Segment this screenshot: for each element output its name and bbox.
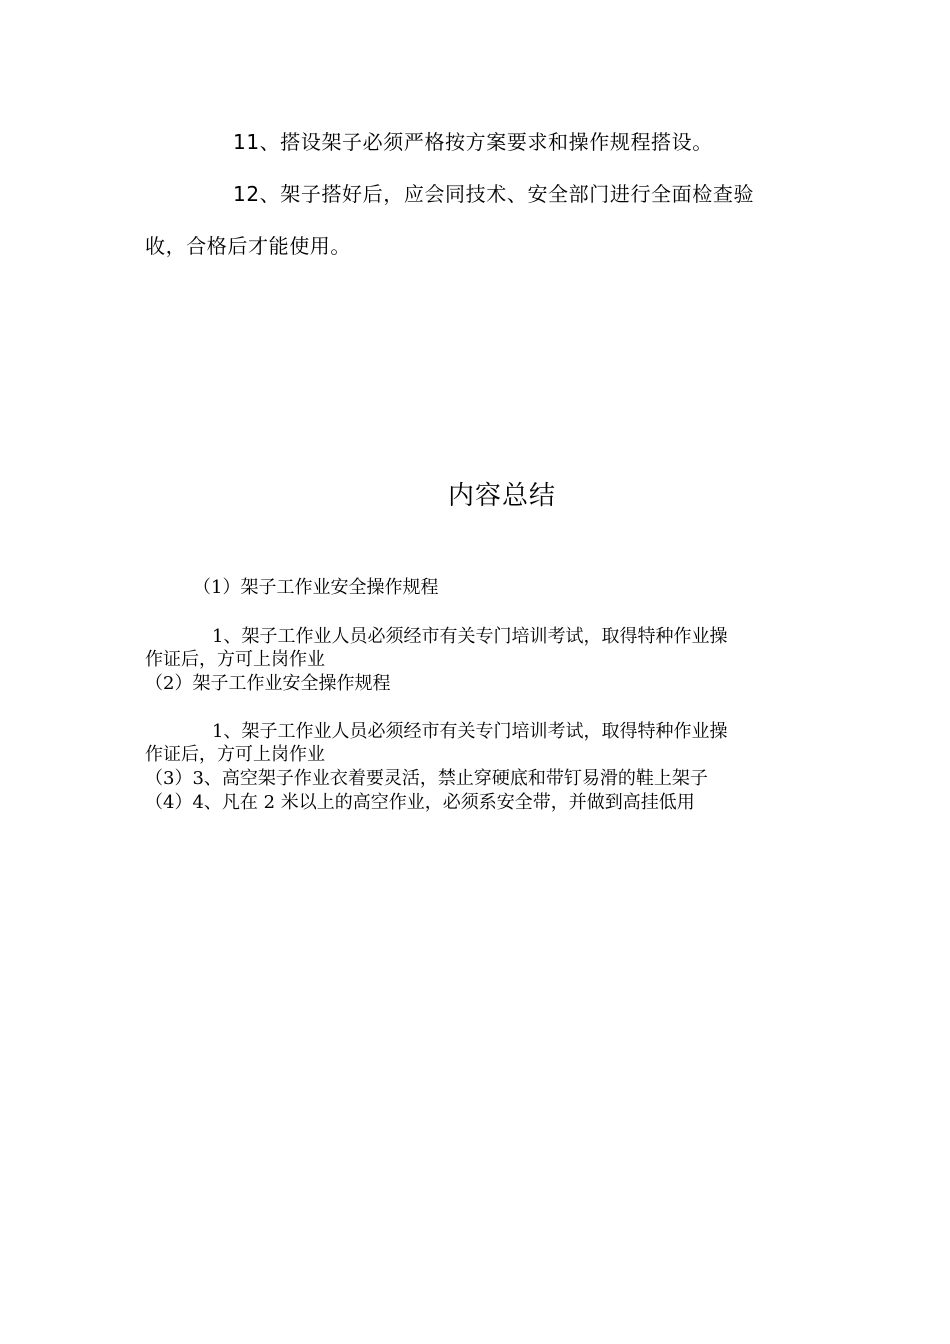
- summary-body-2-line2: 作证后，方可上岗作业: [145, 744, 325, 765]
- item-11-text: 11、搭设架子必须严格按方案要求和操作规程搭设。: [233, 130, 713, 154]
- summary-heading-2: （2）架子工作业安全操作规程: [145, 673, 391, 694]
- item-12-text-line1: 12、架子搭好后，应会同技术、安全部门进行全面检查验: [233, 182, 755, 206]
- summary-body-2-line1: 1、架子工作业人员必须经市有关专门培训考试，取得特种作业操: [212, 721, 728, 742]
- summary-item-4: （4）4、凡在 2 米以上的高空作业，必须系安全带，并做到高挂低用: [145, 792, 695, 813]
- summary-heading-1: （1）架子工作业安全操作规程: [193, 577, 439, 598]
- summary-title: 内容总结: [448, 481, 557, 511]
- summary-body-1-line1: 1、架子工作业人员必须经市有关专门培训考试，取得特种作业操: [212, 626, 728, 647]
- summary-item-3: （3）3、高空架子作业衣着要灵活，禁止穿硬底和带钉易滑的鞋上架子: [145, 768, 708, 789]
- summary-body-1-line2: 作证后，方可上岗作业: [145, 649, 325, 670]
- item-12-text-line2: 收，合格后才能使用。: [145, 234, 351, 258]
